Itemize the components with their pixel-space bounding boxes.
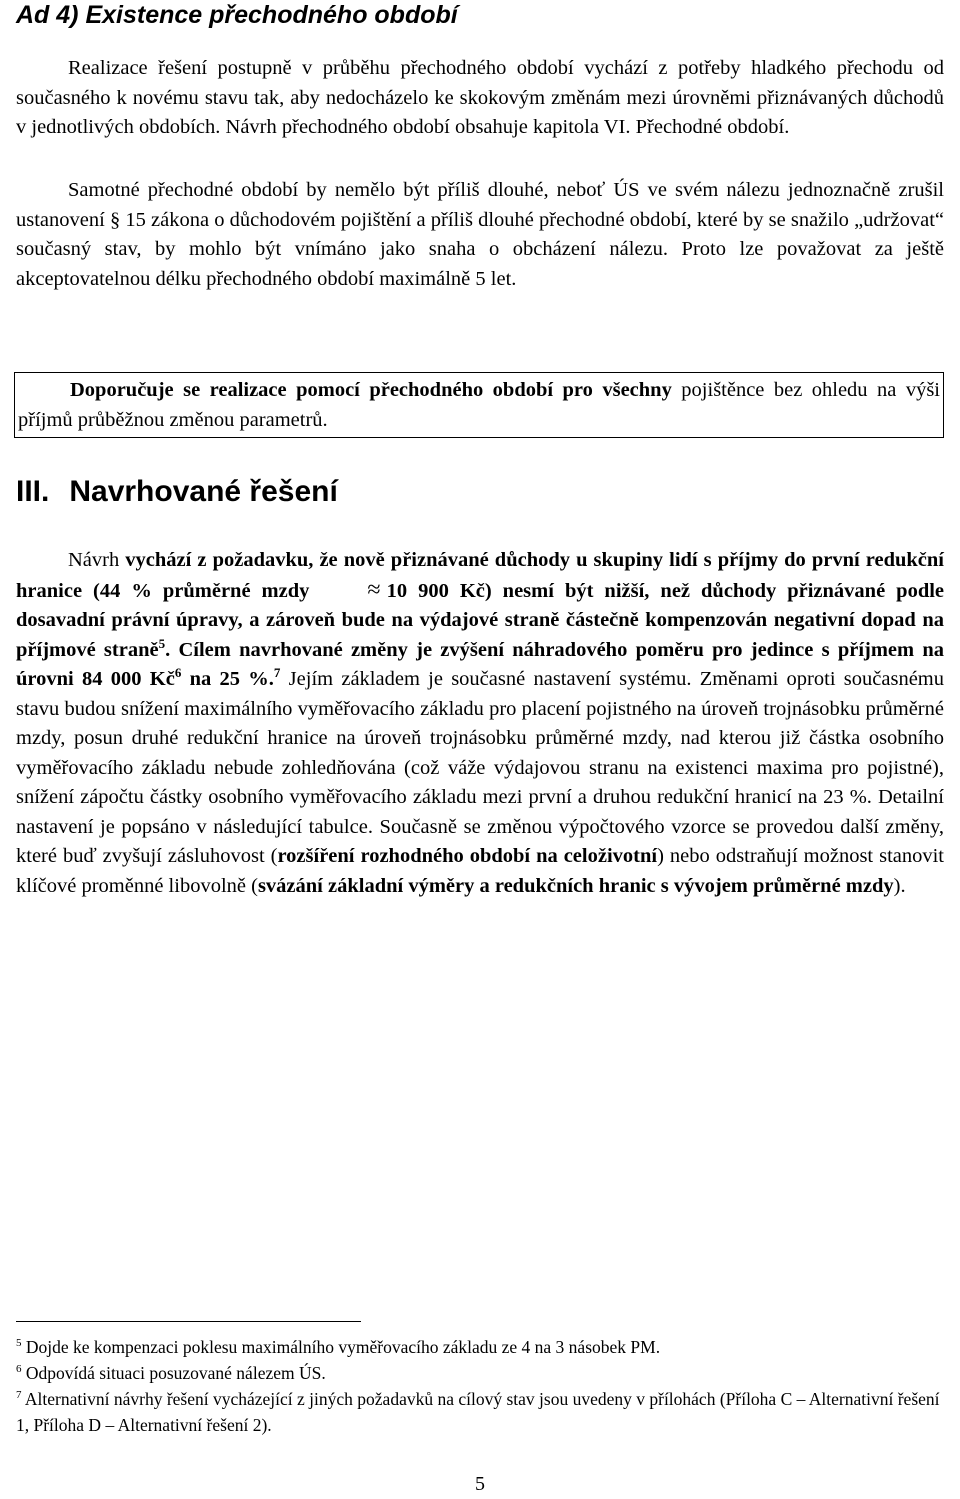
paragraph-proposal (16, 546, 944, 901)
footnote-6 (16, 1360, 944, 1386)
recommendation-rest: pojištěnce bez ohledu na výši příjmů průběžnou změnou parametrů. (18, 379, 940, 431)
paragraph-transition-period: Realizace řešení postupně v průběhu přechodného období vychází z potřeby hladkého přechodu od současného k novému stavu tak, aby nedocházelo ke skokovým změnám mezi úrovněmi přiznávaných důchodů v jednotlivých obdobích. Návrh přechodného období obsahuje kapitola VI. Přechodné období. (16, 57, 944, 138)
footnote-number: 7 (16, 1389, 22, 1402)
footnote-ref-6[interactable]: 6 (174, 665, 182, 681)
recommendation-bold: Doporučuje se realizace pomocí přechodného období pro všechny (70, 379, 672, 401)
page-number: 5 (475, 1473, 485, 1495)
proposal-text-3: ) nebo odstraňují možnost stanovit klíčové proměnné libovolně ( (16, 845, 945, 897)
proposal-bold-2: 10 900 Kč) nesmí být nižší, než důchody přiznávané podle dosavadní právní úpravy, a zároveň bude na výdajové straně částečně kompenzován negativní dopad na příjmové straně (16, 579, 945, 661)
footnote-number: 5 (16, 1337, 22, 1350)
footnote-text: Odpovídá situaci posuzované nálezem ÚS. (21, 1363, 326, 1383)
chapter-heading (16, 472, 338, 512)
footnote-text: Alternativní návrhy řešení vycházející z jiných požadavků na cílový stav jsou uvedeny v přílohách (Příloha C – Alternativní řešení 1, Příloha D – Alternativní řešení 2). (16, 1389, 940, 1435)
footnote-ref-5[interactable]: 5 (158, 635, 166, 651)
footnotes (16, 1334, 944, 1438)
chapter-title: Navrhované řešení (69, 475, 338, 508)
proposal-bold-3: . Cílem navrhované změny je zvýšení náhradového poměru pro jedince s příjmem na úrovni 84 000 Kč (16, 638, 944, 690)
section-heading: Ad 4) Existence přechodného období (16, 1, 458, 29)
proposal-bold-4: na 25 %. (181, 668, 274, 690)
paragraph-transition-length: Samotné přechodné období by nemělo být příliš dlouhé, neboť ÚS ve svém nálezu jednoznačně zrušil ustanovení § 15 zákona o důchodovém pojištění a příliš dlouhé přechodné období, které by se snažilo „udržovat“ současný stav, by mohlo být vnímáno jako snaha o obcházení nálezu. Proto lze považovat za ještě akceptovatelnou délku přechodného období maximálně 5 let. (16, 179, 944, 290)
proposal-text-2: Jejím základem je současné nastavení systému. Změnami oproti současnému stavu budou snížení maximálního vyměřovacího základu pro placení pojistného na úroveň trojnásobku průměrné mzdy, posun druhé redukční hranice na úroveň trojnásobku průměrné mzdy, nad kterou již částka osobního vyměřovacího základu nebude zohledňována (což váže výdajovou stranu na existenci maxima pro pojistné), snížení zápočtu částky osobního vyměřovacího základu mezi první a druhou redukční hranicí na 23 %. Detailní nastavení je popsáno v následující tabulce. Současně se změnou výpočtového vzorce se provedou další změny, které buď zvyšují zásluhovost ( (16, 668, 944, 867)
chapter-number: III. (16, 475, 50, 508)
proposal-bold-6: svázání základní výměry a redukčních hranic s vývojem průměrné mzdy (257, 874, 894, 897)
approx-symbol: ≈ (367, 576, 381, 603)
footnote-divider (16, 1321, 361, 1322)
footnote-number: 6 (16, 1363, 22, 1376)
proposal-text-1: Návrh (68, 549, 126, 571)
footnote-5 (16, 1334, 944, 1360)
proposal-bold-5: rozšíření rozhodného období na celoživotní (277, 845, 658, 867)
footnote-text: Dojde ke kompenzaci poklesu maximálního vyměřovacího základu ze 4 na 3 násobek PM. (21, 1337, 661, 1357)
proposal-text-4: ). (893, 874, 906, 897)
footnote-ref-7[interactable]: 7 (273, 665, 281, 681)
proposal-bold-1: vychází z požadavku, že nově přiznávané důchody u skupiny lidí s příjmy do první redukční hranice (44 % průměrné mzdy (16, 549, 944, 602)
footnote-7 (16, 1386, 944, 1438)
recommendation-box (14, 372, 944, 438)
